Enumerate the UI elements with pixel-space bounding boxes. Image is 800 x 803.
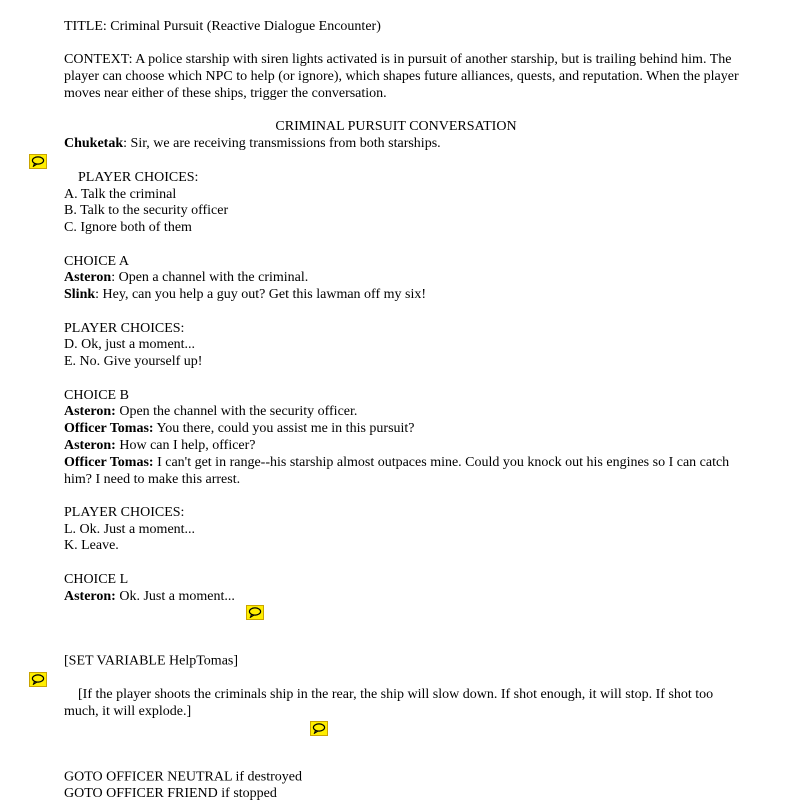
dialogue-text: Ok. Just a moment... bbox=[115, 588, 235, 604]
player-choices-header: PLAYER CHOICES: bbox=[64, 320, 185, 336]
player-choices-header: PLAYER CHOICES: bbox=[64, 504, 185, 520]
comment-icon[interactable] bbox=[310, 721, 328, 736]
dialogue-line bbox=[64, 421, 744, 438]
choice-l-header: CHOICE L bbox=[64, 571, 129, 587]
goto-friend-line: GOTO OFFICER FRIEND if stopped bbox=[64, 786, 277, 802]
speaker-name: Officer Tomas: bbox=[64, 454, 154, 470]
dialogue-line bbox=[64, 455, 744, 489]
speaker-name: Asteron: bbox=[64, 588, 116, 604]
conversation-heading: CRIMINAL PURSUIT CONVERSATION bbox=[275, 119, 517, 135]
choice-option: L. Ok. Just a moment... bbox=[64, 521, 196, 537]
speaker-name: Asteron: bbox=[64, 404, 116, 420]
dialogue-text: : Hey, can you help a guy out? Get this lawman off my six! bbox=[95, 287, 427, 303]
comment-icon[interactable] bbox=[246, 605, 264, 620]
comment-icon[interactable] bbox=[29, 672, 47, 687]
choice-option: E. No. Give yourself up! bbox=[64, 354, 203, 370]
choice-option: D. Ok, just a moment... bbox=[64, 337, 196, 353]
choice-option: A. Talk the criminal bbox=[64, 186, 177, 202]
speaker-name: Chuketak bbox=[64, 136, 124, 152]
speaker-name: Slink bbox=[64, 287, 96, 303]
stage-note: [If the player shoots the criminals ship in the rear, the ship will slow down. If shot enough, it will stop. If shot too much, it will explode.] bbox=[64, 671, 744, 721]
dialogue-text: How can I help, officer? bbox=[115, 437, 256, 453]
document-title: TITLE: Criminal Pursuit (Reactive Dialogue Encounter) bbox=[64, 19, 381, 34]
choice-b-header: CHOICE B bbox=[64, 387, 129, 403]
intro-line bbox=[64, 136, 744, 153]
speaker-name: Asteron bbox=[64, 270, 112, 286]
dialogue-text: I can't get in range--his starship almost outpaces mine. Could you knock out his engines so I can catch him? I need to make this arrest. bbox=[64, 454, 733, 487]
document-body bbox=[64, 19, 744, 803]
choice-option: B. Talk to the security officer bbox=[64, 203, 229, 219]
dialogue-text: : Open a channel with the criminal. bbox=[111, 270, 309, 286]
player-choices-header: PLAYER CHOICES: bbox=[64, 153, 744, 187]
dialogue-line bbox=[64, 404, 744, 421]
dialogue-line bbox=[64, 287, 744, 304]
dialogue-text: Open the channel with the security officer. bbox=[115, 404, 358, 420]
choice-option: C. Ignore both of them bbox=[64, 220, 192, 236]
goto-neutral-line: GOTO OFFICER NEUTRAL if destroyed bbox=[64, 721, 744, 786]
comment-icon[interactable] bbox=[29, 154, 47, 169]
speaker-name: Officer Tomas: bbox=[64, 421, 154, 437]
dialogue-text: : Sir, we are receiving transmissions from both starships. bbox=[123, 136, 441, 152]
speaker-name: Asteron: bbox=[64, 437, 116, 453]
choice-option: K. Leave. bbox=[64, 538, 119, 554]
context-paragraph: CONTEXT: A police starship with siren lights activated is in pursuit of another starship, but is trailing behind him. The player can choose which NPC to help (or ignore), which shapes future alliances, quests, and reputation. When the player moves near either of these ships, trigger the conversation. bbox=[64, 52, 743, 101]
choice-a-header: CHOICE A bbox=[64, 253, 129, 269]
dialogue-line bbox=[64, 270, 744, 287]
dialogue-line bbox=[64, 438, 744, 455]
dialogue-line bbox=[64, 589, 744, 606]
set-variable-line: [SET VARIABLE HelpTomas] bbox=[64, 605, 744, 670]
dialogue-text: You there, could you assist me in this pursuit? bbox=[153, 421, 415, 437]
